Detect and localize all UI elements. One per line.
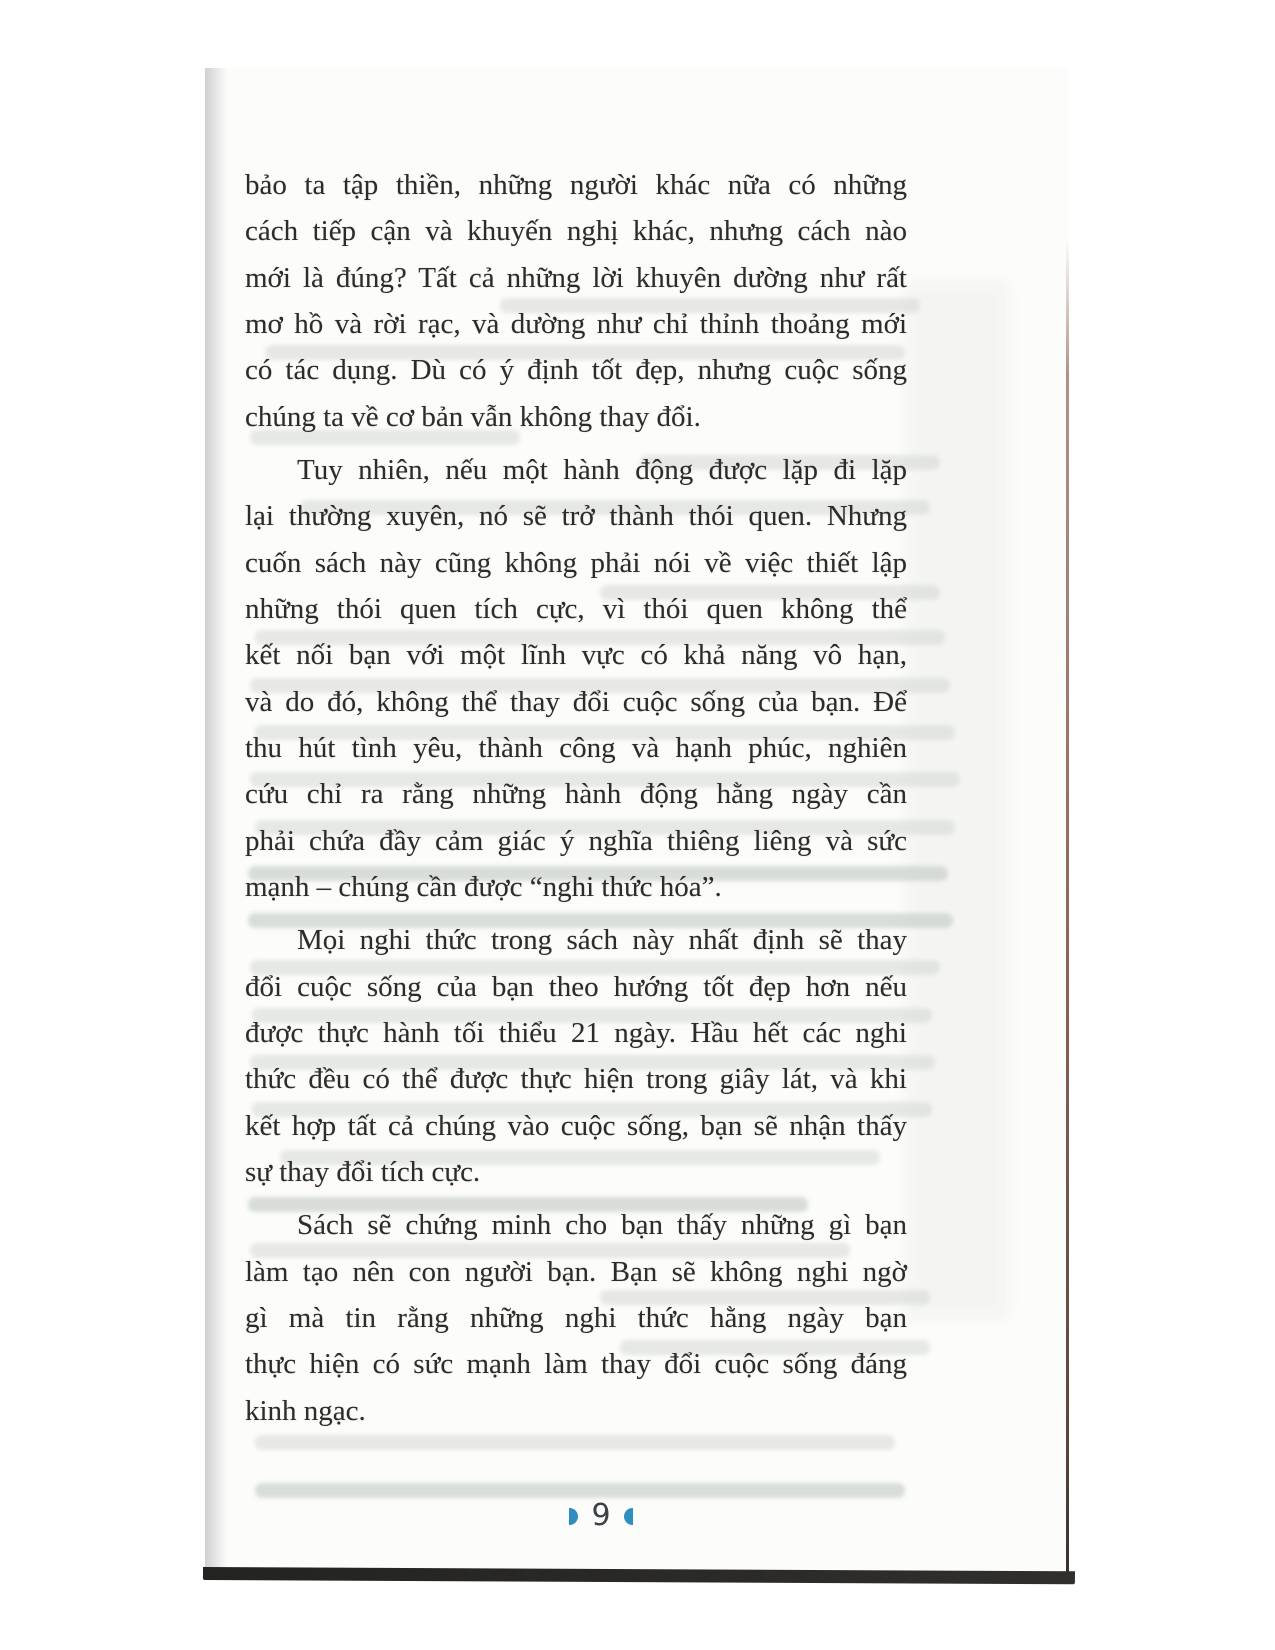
bleedthrough-wash (905, 280, 1010, 1320)
body-text (245, 162, 907, 1434)
text-line: lại thường xuyên, nó sẽ trở thành thói quen. Nhưng (245, 500, 907, 533)
text-line: cứu chỉ ra rằng những hành động hằng ngày cần (245, 778, 907, 811)
text-line: thu hút tình yêu, thành công và hạnh phúc, nghiên (245, 731, 907, 764)
text-line: thực hiện có sức mạnh làm thay đổi cuộc sống đáng (245, 1348, 907, 1381)
text-line: mạnh – chúng cần được “nghi thức hóa”. (245, 870, 722, 903)
text-line: phải chứa đầy cảm giác ý nghĩa thiêng liêng và sức (245, 824, 907, 857)
page-right-edge (1066, 240, 1069, 1576)
text-line: làm tạo nên con người bạn. Bạn sẽ không nghi ngờ (245, 1255, 907, 1288)
paragraph (245, 917, 907, 1195)
text-line: và do đó, không thể thay đổi cuộc sống của bạn. Để (245, 685, 907, 718)
text-line: được thực hành tối thiểu 21 ngày. Hầu hết các nghi (245, 1016, 907, 1049)
page-number-marker-right-icon (624, 1508, 633, 1525)
text-line: sự thay đổi tích cực. (245, 1155, 481, 1188)
text-line: mơ hồ và rời rạc, và dường như chỉ thỉnh thoảng mới (245, 307, 907, 340)
text-line: mới là đúng? Tất cả những lời khuyên dường như rất (245, 261, 907, 294)
text-line: Mọi nghi thức trong sách này nhất định sẽ thay (297, 924, 907, 957)
paragraph (245, 1202, 907, 1434)
page-number: 9 (591, 1498, 611, 1533)
text-line: kết hợp tất cả chúng vào cuộc sống, bạn sẽ nhận thấy (245, 1109, 907, 1142)
text-line: có tác dụng. Dù có ý định tốt đẹp, nhưng cuộc sống (245, 354, 907, 387)
text-line: cách tiếp cận và khuyến nghị khác, nhưng cách nào (245, 215, 907, 248)
text-line: bảo ta tập thiền, những người khác nữa có những (245, 169, 907, 201)
bleedthrough-ghost (255, 1435, 895, 1450)
text-line: Tuy nhiên, nếu một hành động được lặp đi lặp (297, 453, 907, 486)
paragraph (245, 162, 907, 440)
page-footer (270, 1496, 932, 1536)
page-number-marker-left-icon (569, 1508, 578, 1525)
text-line: thức đều có thể được thực hiện trong giây lát, và khi (245, 1063, 907, 1096)
text-line: Sách sẽ chứng minh cho bạn thấy những gì bạn (297, 1209, 907, 1242)
gutter-shadow (205, 68, 227, 1570)
text-line: chúng ta về cơ bản vẫn không thay đổi. (245, 400, 701, 433)
text-line: kinh ngạc. (245, 1394, 366, 1427)
text-line: gì mà tin rằng những nghi thức hằng ngày bạn (245, 1301, 907, 1334)
text-line: kết nối bạn với một lĩnh vực có khả năng vô hạn, (245, 639, 907, 672)
paragraph (245, 447, 907, 910)
text-line: cuốn sách này cũng không phải nói về việc thiết lập (245, 546, 907, 579)
text-line: đổi cuộc sống của bạn theo hướng tốt đẹp hơn nếu (245, 970, 907, 1003)
text-line: những thói quen tích cực, vì thói quen không thể (245, 592, 907, 625)
